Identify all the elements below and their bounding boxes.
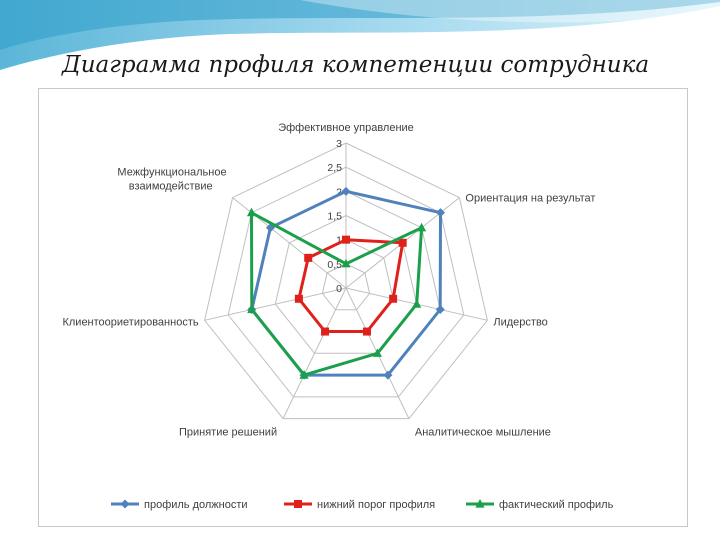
tick-label: 3 (336, 138, 342, 150)
category-label: Клиентоориетированность (62, 316, 199, 329)
legend-label: нижний порог профиля (317, 499, 436, 511)
category-label: Межфункциональное взаимодействие (117, 166, 227, 193)
category-label: Ориентация на результат (465, 192, 596, 205)
grid-spoke-5 (205, 288, 346, 320)
category-label: Аналитическое мышление (414, 426, 551, 439)
tick-label: 0,5 (327, 258, 342, 271)
radar-chart-frame (38, 88, 688, 527)
series-point-2 (417, 223, 426, 232)
category-label: Принятие решений (178, 426, 278, 439)
legend-label: профиль должности (144, 499, 248, 511)
series-point-1 (363, 328, 371, 336)
series-point-0 (342, 187, 351, 196)
tick-label: 0 (336, 283, 342, 295)
category-label: Лидерство (493, 316, 548, 329)
legend-marker-0 (121, 500, 130, 509)
radar-chart (39, 89, 687, 526)
tick-label: 1,5 (327, 210, 342, 223)
tick-label: 2,5 (327, 162, 342, 175)
tick-label: 1 (336, 234, 342, 247)
series-line-1 (299, 240, 403, 332)
series-point-1 (389, 295, 397, 303)
series-point-1 (399, 239, 407, 247)
series-point-2 (247, 208, 256, 217)
legend-marker-1 (294, 500, 302, 508)
slide-title: Диаграмма профиля компетенции сотрудника (62, 52, 650, 78)
series-point-1 (321, 328, 329, 336)
series-point-1 (342, 236, 350, 244)
category-label: Эффективное управление (278, 122, 414, 134)
legend-label: фактический профиль (499, 499, 614, 511)
tick-label: 2 (336, 186, 342, 199)
series-point-1 (304, 254, 312, 262)
series-point-1 (295, 295, 303, 303)
